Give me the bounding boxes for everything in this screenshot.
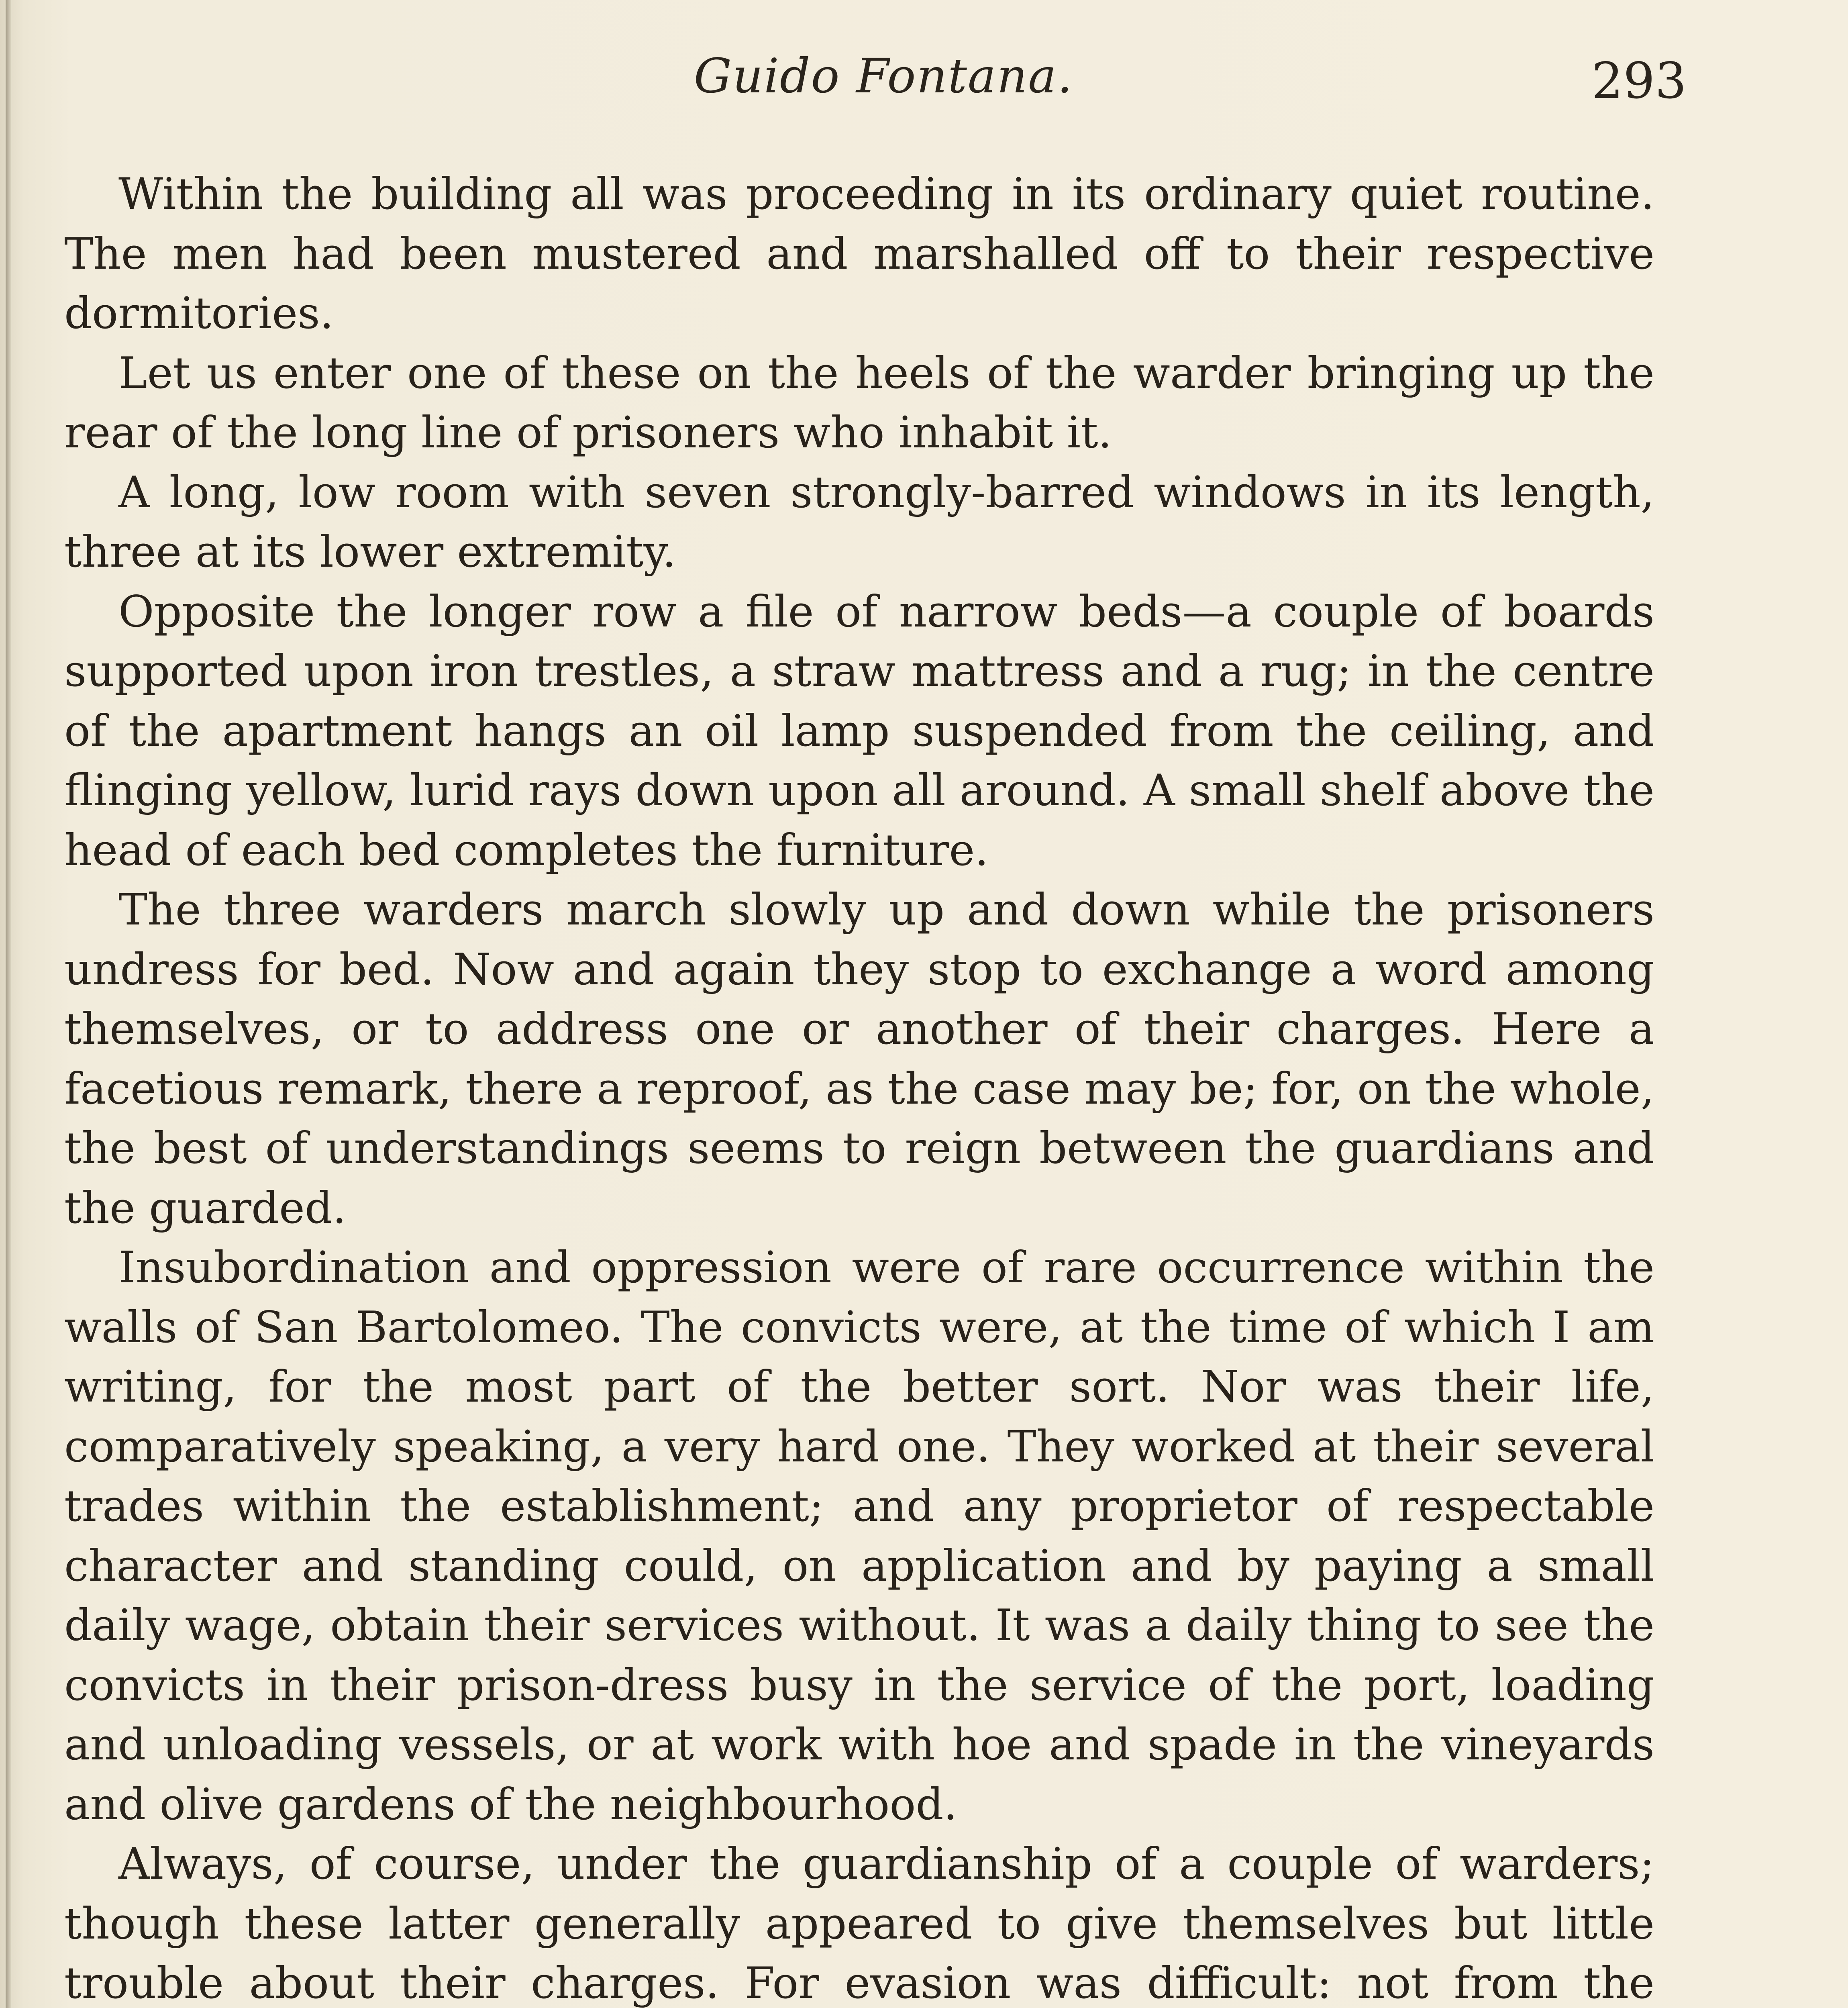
running-head-title: Guido Fontana. [694,48,1073,104]
paragraph: Within the building all was proceeding in its ordinary quiet routine. The men had been mustered and marshalled off to their respective dormitories. [64,169,1654,339]
body-text [64,165,1654,2008]
paragraph: Let us enter one of these on the heels of the warder bringing up the rear of the long line of prisoners who inhabit it. [64,348,1654,458]
page-number: 293 [1591,52,1687,110]
binding-gutter [6,0,11,2008]
paragraph: Opposite the longer row a file of narrow beds—a couple of boards supported upon iron trestles, a straw mattress and a rug; in the centre of the apartment hangs an oil lamp suspended from the ceiling, and flinging yellow, lurid rays down upon all around. A small shelf above the head of each bed completes the furniture. [64,586,1654,875]
paragraph: Always, of course, under the guardianship of a couple of warders; though these latter generally appeared to give themselves but little trouble about their charges. For evasion was difficult: not from the [64,1839,1654,2008]
paragraph: The three warders march slowly up and down while the prisoners undress for bed. Now and again they stop to exchange a word among themselves, or to address one or another of their charges. Here a facetious remark, there a reproof, as the case may be; for, on the whole, the best of understandings seems to reign between the guardians and the guarded. [64,885,1654,1233]
paragraph: A long, low room with seven strongly-barred windows in its length, three at its lower extremity. [64,467,1654,577]
paragraph: Insubordination and oppression were of rare occurrence within the walls of San Bartolomeo. The convicts were, at the time of which I am writing, for the most part of the better sort. Nor was their life, comparatively speaking, a very hard one. They worked at their several trades within the establishment; and any proprietor of respectable character and standing could, on application and by paying a small daily wage, obtain their services without. It was a daily thing to see the convicts in their prison-dress busy in the service of the port, loading and unloading vessels, or at work with hoe and spade in the vineyards and olive gardens of the neighbourhood. [64,1243,1654,1830]
